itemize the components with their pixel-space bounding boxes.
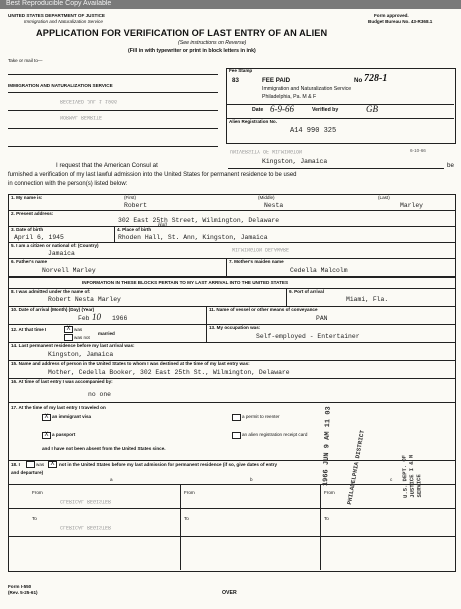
form-revision: (Rev. 5-25-61) [8,590,38,595]
q13-value: Self-employed - Entertainer [256,333,360,340]
from-a: From [32,490,43,495]
q15-value: Mother, Cedella Booker, 302 East 25th St., Wilmington, Delaware [48,369,290,376]
to-b: To [184,516,189,521]
request-text-3: furnished a verification of my last lawful admission into the United States for permanent residence to be used [8,172,297,178]
mirror-citizen: WILMINGTON DELAWARE [232,246,290,252]
q18-and: and departure) [11,470,44,475]
pob-value: Rhoden Hall, St. Ann, Kingston, Jamaica [118,234,268,241]
pob-label: 4. Place of birth [117,227,152,232]
to-c: To [324,516,329,521]
middle-label: (Middle) [258,195,275,200]
q17-reentry-checkbox[interactable] [232,414,241,421]
fee-no-label: No [354,77,363,84]
mirror-from-a: CLERICAL REGISTER [60,498,112,504]
service-name: Immigration and Naturalization Service [24,19,103,24]
q9-label: 9. Port of arrival [289,289,324,294]
q18-text: not in the United States before my last admission for permanent residence (if so, give dates of entry [59,462,277,467]
mother-label: 7. Mother's maiden name [229,259,284,264]
address-label: 2. Present address: [11,211,54,216]
q17-label: 17. At the time of my last entry I traveled on [11,405,106,410]
q17-immigrant: an immigrant visa [52,414,92,419]
alien-reg-value: A14 990 325 [290,127,337,135]
request-text-4: in connection with the person(s) listed below: [8,181,128,187]
last-label: (Last) [378,195,390,200]
first-label: (First) [124,195,136,200]
present-address: 302 East 25th Street, Wilmington, Delaware [118,217,280,224]
mother-value: Cedella Malcolm [290,267,348,274]
form-approved: Form approved. [374,13,409,18]
col-a: a [110,477,113,482]
q11-value: PAN [316,315,328,322]
mirror-to-a: CLERICAL REGISTER [60,524,112,530]
over-label: OVER [222,590,237,596]
to-a: To [32,516,37,521]
fill-instruction: (Fill in with typewriter or print in block letters in ink) [128,48,256,54]
last-name: Marley [400,202,424,209]
date-stamp: 1966 JUN 9 AM 11 03 [322,406,333,487]
q8-value: Robert Nesta Marley [48,296,121,303]
name-label: 1. My name is: [11,195,43,200]
q12-wasnot-checkbox[interactable] [64,334,73,341]
fee-stamp-label: Fee Stamp [229,68,253,73]
father-label: 6. Father's name [11,259,48,264]
q10-day: 10 [92,312,101,322]
section-header: INFORMATION IN THESE BLOCKS PERTAIN TO MY LAST ARRIVAL INTO THE UNITED STATES [82,280,289,285]
q17-alien: an alien registration receipt card [242,432,308,437]
citizen-label: 5. I am a citizen or national of: (Country) [11,243,99,248]
q18-was: was [36,462,45,467]
q14-value: Kingston, Jamaica [48,351,114,358]
q9-value: Miami, Fla. [346,296,389,303]
q10-label: 10. Date of arrival (Month) (Day) (Year) [11,307,95,312]
fee-number: 83 [232,77,239,84]
q17-passport: a passport [52,432,76,437]
mirror-rewrite: NORMAL REWRITE [60,114,103,120]
q14-label: 14. Last permanent residence before my last arrival was: [11,343,135,348]
fee-stamp-box [226,68,456,144]
q17-alien-checkbox[interactable] [232,432,241,439]
q12-label: 12. At that time I [11,327,47,332]
q12-married: married [98,331,115,336]
q18-label: 18. I [11,462,20,467]
q10-year: 1966 [112,315,128,322]
service-stamp: U.S. DEPT. OF JUSTICE I & N SERVICE [400,454,423,498]
fee-paid: FEE PAID [262,77,291,84]
office-stamp: PHILADELPHIA DISTRICT [346,429,367,506]
q10-month: Feb [78,315,90,322]
fee-office-2: Philadelphia, Pa. M & F [262,94,317,100]
pob-insert: Hall [158,223,167,228]
first-name: Robert [124,202,148,209]
father-value: Norvell Marley [42,267,96,274]
q11-label: 11. Name of vessel or other means of conveyance [209,307,318,312]
request-stamp-date: 6-10-66 [410,148,426,153]
from-c: From [324,490,335,495]
request-text-1: I request that the American Consul at [56,162,158,169]
q17-reentry: a permit to reenter [242,414,280,419]
see-instructions: (See instructions on Reverse) [178,40,247,46]
fee-no-value: 728-1 [364,73,388,84]
verified-value: GB [366,104,378,114]
middle-name: Nesta [264,202,284,209]
q18-was-checkbox[interactable] [26,461,35,468]
dob-label: 3. Date of birth [11,227,44,232]
citizen-value: Jamaica [48,250,75,257]
take-mail-label: Take or mail to— [8,58,43,63]
q12-wasnot: was not [74,335,90,340]
dob-value: April 6, 1945 [14,234,64,241]
q16-label: 16. At time of last entry I was accompanied by: [11,379,113,384]
agency-name: UNITED STATES DEPARTMENT OF JUSTICE [8,13,105,18]
q17-immigrant-checkbox[interactable]: X [42,414,51,421]
q12-was: was [74,327,83,332]
budget-bureau: Budget Bureau No. 43-R368.1 [368,19,433,24]
col-c: c [390,477,393,482]
q18-wasnot-checkbox[interactable]: X [48,461,57,468]
banner-text: Best Reproducible Copy Available [6,0,112,7]
from-b: From [184,490,195,495]
request-text-2: be [447,162,454,169]
q15-label: 15. Name and address of person in the United States to whom I was destined at the time of my last entry was: [11,361,250,366]
mirror-received: RECEIVED JUL 1 1966 [60,98,118,104]
q8-label: 8. I was admitted under the name of: [11,289,91,294]
q17-passport-checkbox[interactable]: X [42,432,51,439]
date-label: Date [252,107,264,113]
verified-label: Verified by [312,107,339,113]
date-value: 6-9-66 [270,104,294,114]
consul-city: Kingston, Jamaica [262,158,328,165]
q17-absent: and I have not been absent from the United States since. [42,446,166,451]
ins-label: IMMIGRATION AND NATURALIZATION SERVICE [8,83,113,88]
alien-reg-label: Alien Registration No. [229,119,277,124]
q13-label: 13. My occupation was: [209,325,261,330]
mirror-stamp-left: UNIVERSITY OF WILMINGTON [230,148,303,154]
q16-value: no one [88,391,112,398]
form-title: APPLICATION FOR VERIFICATION OF LAST ENTRY OF AN ALIEN [36,28,328,38]
fee-office-1: Immigration and Naturalization Service [262,86,352,92]
q12-was-checkbox[interactable]: X [64,326,73,333]
col-b: b [250,477,253,482]
form-number: Form I-550 [8,584,32,589]
